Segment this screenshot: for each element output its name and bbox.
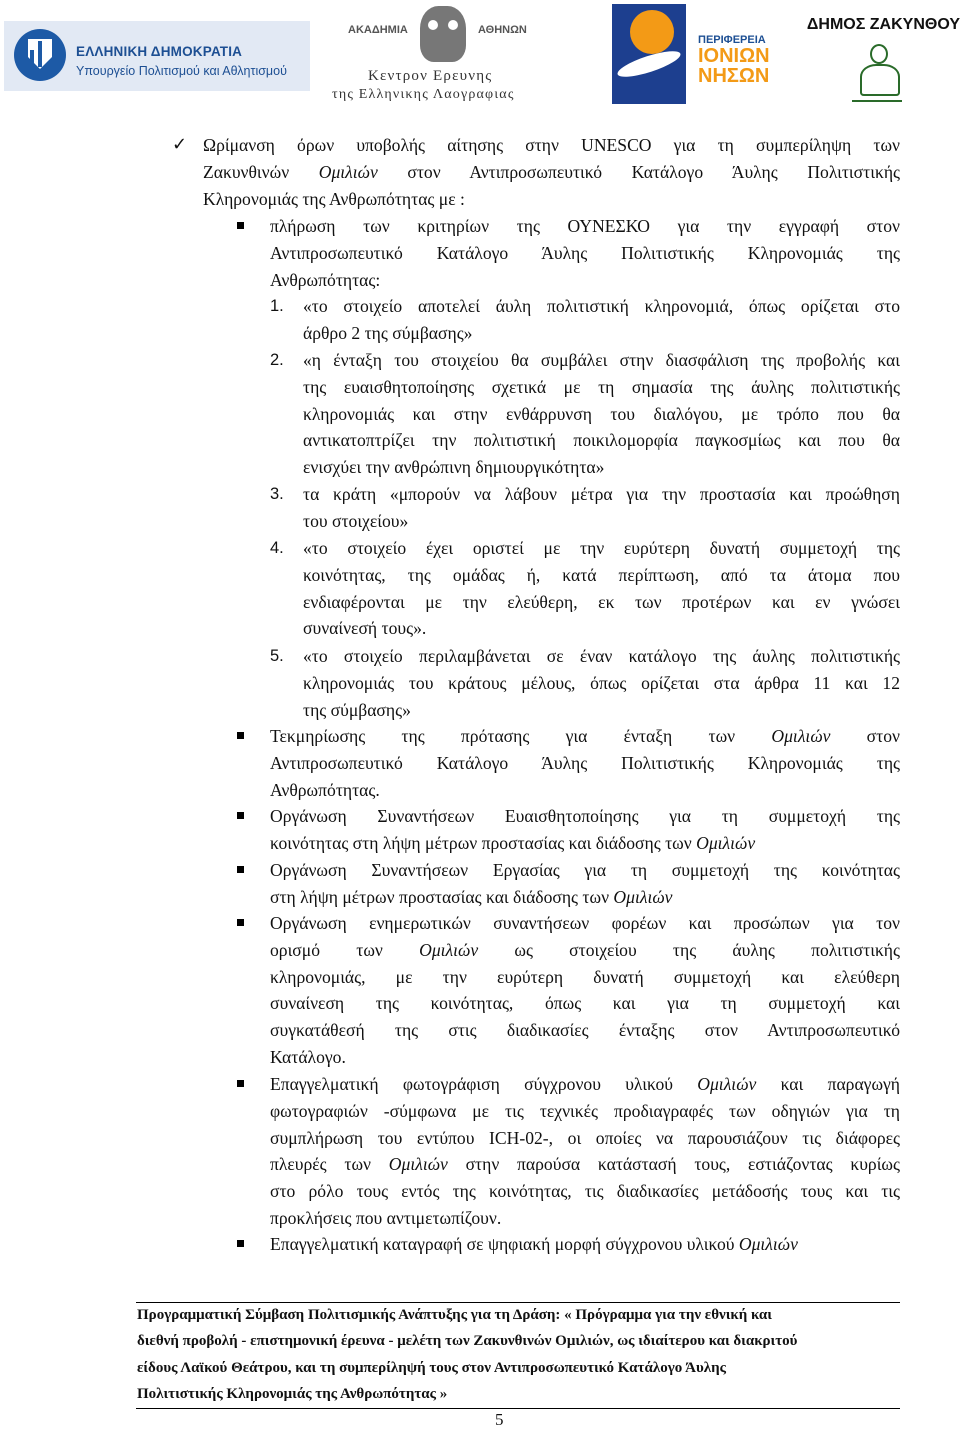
square-bullet-icon bbox=[237, 812, 244, 819]
research-center-line2: της Ελληνικης Λαογραφιας bbox=[332, 87, 515, 102]
ministry-line1: ΕΛΛΗΝΙΚΗ ΔΗΜΟΚΡΑΤΙΑ bbox=[76, 44, 243, 59]
b5-line-5: συγκατάθεσή της στις διαδικασίες ένταξης στον Αντιπροσωπευτικό bbox=[270, 1020, 900, 1041]
b1-line-3: Ανθρωπότητας: bbox=[270, 269, 381, 290]
ministry-logo bbox=[4, 21, 310, 91]
b2-line-1 bbox=[270, 723, 900, 749]
ionian-region-logo bbox=[612, 4, 782, 108]
b1-line-1: πλήρωση των κριτηρίων της ΟΥΝΕΣΚΟ για την εγγραφή στον bbox=[270, 216, 900, 236]
text-run: Επαγγελματική φωτογράφιση σύγχρονου υλικού bbox=[270, 1074, 698, 1094]
municipality-title: ΔΗΜΟΣ ΖΑΚΥΝΘΟΥ bbox=[806, 16, 960, 33]
italic-term: Ομιλιών bbox=[318, 161, 378, 182]
page-number: 5 bbox=[495, 1410, 504, 1429]
b3-line-1: Οργάνωση Συναντήσεων Ευαισθητοποίησης για τη συμμετοχή της bbox=[270, 806, 900, 826]
main_item-line-2 bbox=[203, 159, 900, 185]
footer-line-3: είδους Λαϊκού Θεάτρου, και τη συμπερίληψή τους στον Αντιπροσωπευτικό Κατάλογο Άυλης bbox=[137, 1360, 726, 1376]
text-run: Τεκμηρίωσης της πρότασης για ένταξη των bbox=[270, 726, 772, 746]
criterion-5-line-2: κληρονομιάς του κράτους μέλους, όπως ορίζεται στα άρθρα 11 και 12 bbox=[303, 672, 900, 693]
criterion-number: 2. bbox=[270, 351, 284, 369]
square-bullet-icon bbox=[237, 732, 244, 739]
b5-line-3: κληρονομιάς, με την ευρύτερη δυνατή συμμετοχή και ελεύθερη bbox=[270, 966, 900, 987]
italic-term: Ομιλιών bbox=[771, 726, 831, 746]
b6-line-4 bbox=[270, 1151, 900, 1177]
b6-line-5: στο ρόλο τους εντός της κοινότητας, τις διαδικασίες μετάδοσής τους και τις bbox=[270, 1181, 900, 1202]
criterion-number: 5. bbox=[270, 647, 284, 665]
municipality-emblem-icon bbox=[850, 42, 904, 104]
text-run: και παραγωγή bbox=[756, 1074, 900, 1094]
square-bullet-icon bbox=[237, 222, 244, 229]
ministry-line2: Υπουργείο Πολιτισμού και Αθλητισμού bbox=[76, 64, 287, 78]
b2-line-2: Αντιπροσωπευτικό Κατάλογο Άυλης Πολιτιστικής Κληρονομιάς της bbox=[270, 752, 900, 773]
b4-line-1: Οργάνωση Συναντήσεων Εργασίας για τη συμμετοχή της κοινότητας bbox=[270, 860, 900, 880]
criterion-4-line-3: ενδιαφέρονται με την ελεύθερη, εκ των προτέρων και εν γνώσει bbox=[303, 591, 900, 612]
text-run: ως στοιχείου της άυλης πολιτιστικής bbox=[478, 939, 900, 960]
b6-line-3: συμπλήρωση του εντύπου ICH-02-, οι οποίες να παρουσιάζουν τις διάφορες bbox=[270, 1127, 900, 1148]
b6-line-6: προκλήσεις που αντιμετωπίζουν. bbox=[270, 1208, 502, 1228]
italic-term: Ομιλιών bbox=[419, 939, 479, 960]
criterion-1-line-2: άρθρο 2 της σύμβασης» bbox=[303, 322, 473, 343]
b6-line-1 bbox=[270, 1071, 900, 1097]
text-run: Ζακυνθινών bbox=[203, 161, 319, 182]
criterion-4-line-4: συναίνεσή τους». bbox=[303, 618, 427, 639]
b6-line-2: φωτογραφιών -σύμφωνα με τις τεχνικές προδιαγραφές των οδηγιών για τη bbox=[270, 1100, 900, 1121]
criterion-4-line-1: «το στοιχείο έχει οριστεί με την ευρύτερη δυνατή συμμετοχή της bbox=[303, 538, 900, 558]
b5-line-6: Κατάλογο. bbox=[270, 1047, 346, 1067]
main_item-line-1: Ωρίμανση όρων υποβολής αίτησης στην UNESCO για τη συμπερίληψη των bbox=[203, 135, 900, 155]
italic-term: Ομιλιών bbox=[738, 1234, 798, 1254]
criterion-1-line-1: «το στοιχείο αποτελεί άυλη πολιτιστική κληρονομιά, όπως ορίζεται στο bbox=[303, 296, 900, 316]
academy-left-label: ΑΚΑΔΗΜΙΑ bbox=[348, 24, 408, 36]
b1-line-2: Αντιπροσωπευτικό Κατάλογο Άυλης Πολιτιστικής Κληρονομιάς της bbox=[270, 242, 900, 263]
square-bullet-icon bbox=[237, 866, 244, 873]
criterion-2-line-1: «η ένταξη του στοιχείου θα συμβάλει στην διασφάλιση της προβολής και bbox=[303, 350, 900, 370]
criterion-number: 3. bbox=[270, 485, 284, 503]
square-bullet-icon bbox=[237, 919, 244, 926]
athena-head-icon bbox=[420, 6, 466, 62]
square-bullet-icon bbox=[237, 1080, 244, 1087]
criterion-2-line-3: κληρονομιάς και στην ενθάρρυνση του διαλόγου, με τρόπο που θα bbox=[303, 403, 900, 424]
research-center-line1: Κεντρον Ερευνης bbox=[368, 68, 493, 84]
italic-term: Ομιλιών bbox=[697, 1074, 757, 1094]
ionian-sun-icon bbox=[612, 4, 686, 104]
footer-line-1: Προγραμματική Σύμβαση Πολιτισμικής Ανάπτυξης για τη Δράση: « Πρόγραμμα για την εθνική και bbox=[137, 1307, 772, 1323]
square-bullet-icon bbox=[237, 1240, 244, 1247]
criterion-number: 4. bbox=[270, 539, 284, 557]
italic-term: Ομιλιών bbox=[696, 832, 756, 853]
criterion-3-line-1: τα κράτη «μπορούν να λάβουν μέτρα για την προστασία και προώθηση bbox=[303, 484, 900, 504]
criterion-5-line-3: της σύμβασης» bbox=[303, 699, 411, 720]
text-run: ορισμό των bbox=[270, 939, 420, 960]
b3-line-2 bbox=[270, 830, 900, 856]
criterion-3-line-2: του στοιχείου» bbox=[303, 510, 409, 531]
b5-line-4: συναίνεση της κοινότητας, όπως και για τη συμμετοχή και bbox=[270, 993, 900, 1014]
b5-line-1: Οργάνωση ενημερωτικών συναντήσεων φορέων και προσώπων για τον bbox=[270, 913, 900, 933]
text-run: στην παρούσα κατάστασή τους, εστιάζοντας κυρίως bbox=[447, 1154, 900, 1175]
hellenic-seal-icon bbox=[14, 29, 66, 81]
text-run: στον Αντιπροσωπευτικό Κατάλογο Άυλης Πολιτιστικής bbox=[377, 161, 900, 182]
text-run: πλευρές των bbox=[270, 1154, 389, 1175]
page-header bbox=[0, 0, 960, 115]
footer-bottom-rule bbox=[136, 1408, 900, 1409]
text-run: Επαγγελματική καταγραφή σε ψηφιακή μορφή σύγχρονου υλικού bbox=[270, 1234, 739, 1254]
criterion-2-line-2: της ευαισθητοποίησης σχετικά με τη σημασία της άυλης πολιτιστικής bbox=[303, 376, 900, 397]
academy-logo bbox=[330, 6, 548, 106]
italic-term: Ομιλιών bbox=[388, 1154, 448, 1175]
text-run: στον bbox=[830, 726, 900, 746]
criterion-4-line-2: κοινότητας, της ομάδας ή, κατά περίπτωση, από τα άτομα που bbox=[303, 564, 900, 585]
main_item-line-3: Κληρονομιάς της Ανθρωπότητας με : bbox=[203, 188, 465, 209]
criterion-5-line-1: «το στοιχείο περιλαμβάνεται σε έναν κατάλογο της άυλης πολιτιστικής bbox=[303, 646, 900, 666]
footer-line-2: διεθνή προβολή - επιστημονική έρευνα - μελέτη των Ζακυνθινών Ομιλιών, ως ιδιαίτερου και διακριτού bbox=[137, 1333, 798, 1349]
region-small-label: ΠΕΡΙΦΕΡΕΙΑ bbox=[698, 34, 766, 46]
region-large-label: ΙΟΝΙΩΝ ΝΗΣΩΝ bbox=[698, 45, 770, 87]
text-run: στη λήψη μέτρων προστασίας και διάδοσης των bbox=[270, 886, 614, 907]
b4-line-2 bbox=[270, 884, 900, 910]
academy-right-label: ΑΘΗΝΩΝ bbox=[478, 24, 527, 36]
b2-line-3: Ανθρωπότητας. bbox=[270, 779, 380, 800]
b7-line-1 bbox=[270, 1231, 900, 1257]
checkmark-icon: ✓ bbox=[172, 134, 188, 155]
footer-line-4: Πολιτιστικής Κληρονομιάς της Ανθρωπότητας » bbox=[137, 1386, 448, 1402]
criterion-2-line-4: αντικατοπτρίζει την πολιτιστική ποικιλομορφία παγκοσμίως και που θα bbox=[303, 430, 900, 451]
b5-line-2 bbox=[270, 937, 900, 963]
criterion-number: 1. bbox=[270, 297, 284, 315]
italic-term: Ομιλιών bbox=[613, 886, 673, 907]
criterion-2-line-5: ενισχύει την ανθρώπινη δημιουργικότητα» bbox=[303, 457, 605, 478]
text-run: κοινότητας στη λήψη μέτρων προστασίας και διάδοσης των bbox=[270, 832, 697, 853]
